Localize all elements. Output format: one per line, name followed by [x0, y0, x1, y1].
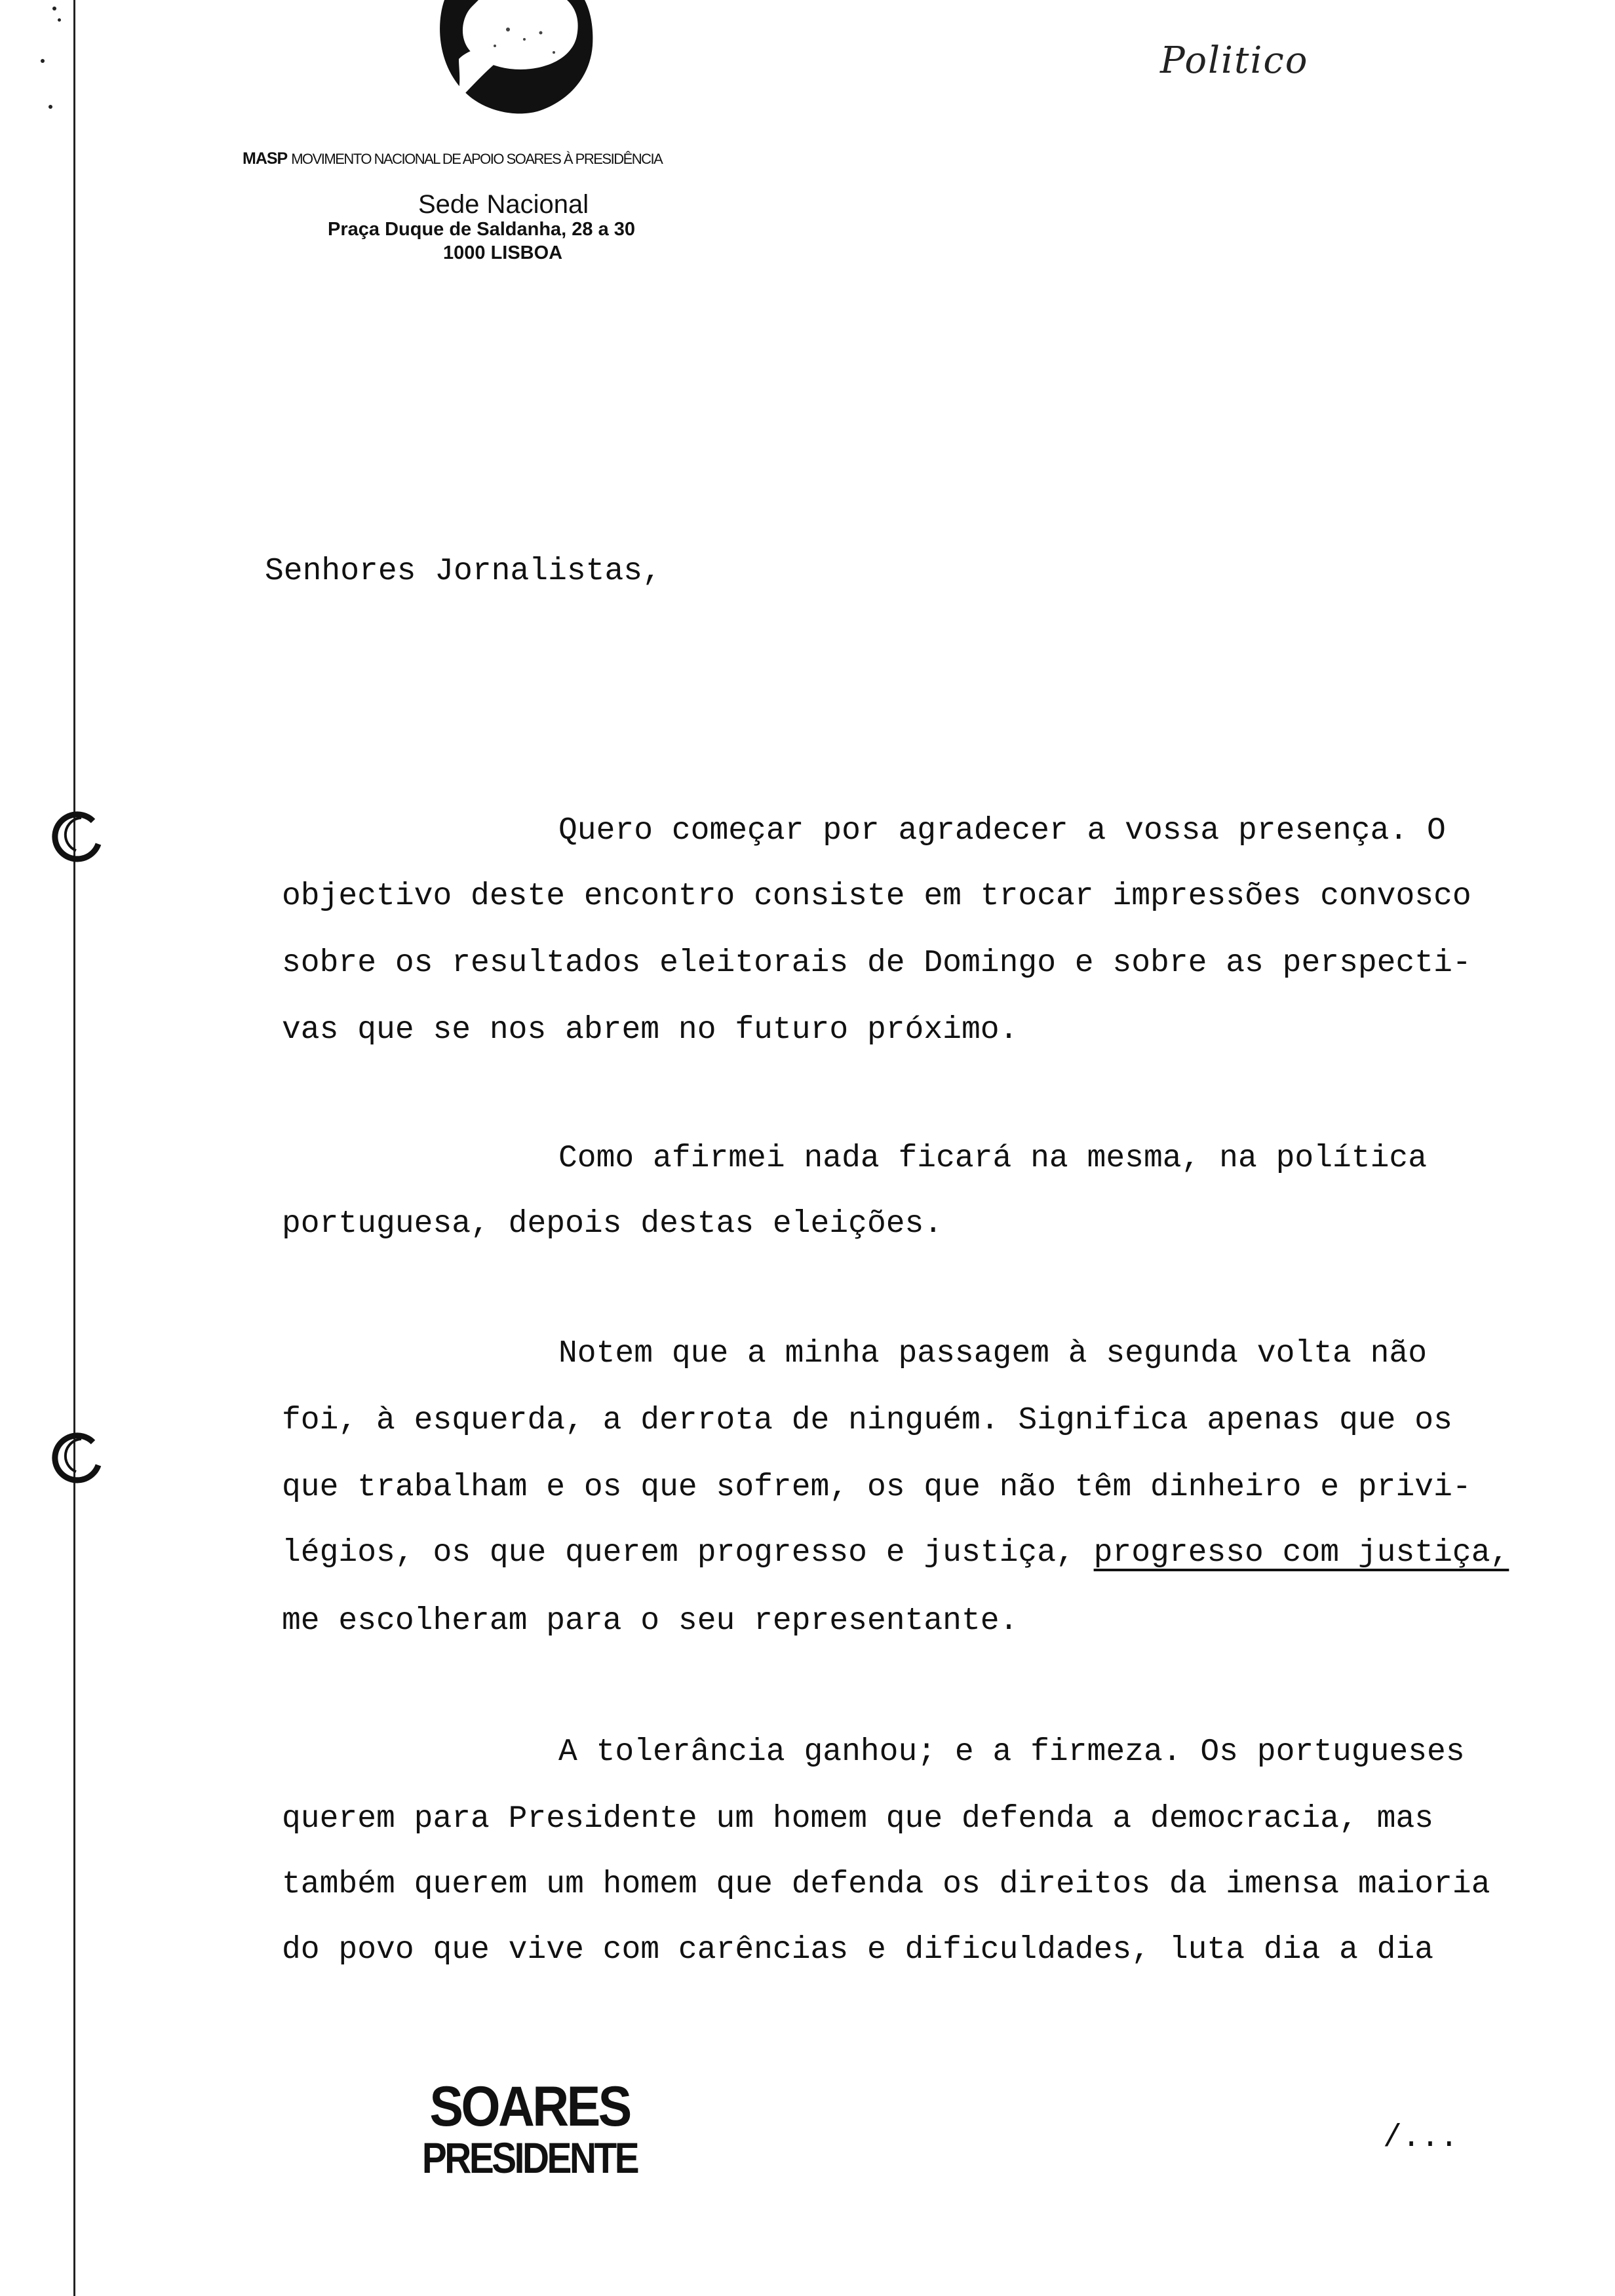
binding-margin-line	[73, 0, 75, 2296]
paragraph-line: me escolheram para o seu representante.	[282, 1603, 1019, 1639]
margin-speck	[49, 105, 52, 109]
paragraph-line: também querem um homem que defenda os direitos da imensa maioria	[282, 1867, 1490, 1902]
punch-hole-icon	[42, 1419, 114, 1491]
paragraph-line: Quero começar por agradecer a vossa presença. O	[558, 813, 1446, 849]
handwritten-note: Politico	[1160, 39, 1309, 82]
paragraph-line: A tolerância ganhou; e a firmeza. Os portugueses	[558, 1734, 1465, 1770]
paragraph-line: querem para Presidente um homem que defenda a democracia, mas	[282, 1801, 1434, 1837]
paragraph-line: sobre os resultados eleitorais de Domingo e sobre as perspecti-	[282, 946, 1471, 981]
letterhead-organization	[243, 149, 800, 168]
paragraph-line: foi, à esquerda, a derrota de ninguém. Significa apenas que os	[282, 1403, 1452, 1438]
salutation: Senhores Jornalistas,	[265, 554, 661, 589]
masp-logo-icon	[433, 0, 603, 124]
line-text: légios, os que querem progresso e justiça,	[282, 1535, 1094, 1571]
soares-presidente-logo	[392, 2075, 667, 2182]
paragraph-line: Como afirmei nada ficará na mesma, na política	[558, 1141, 1428, 1176]
paragraph-line: vas que se nos abrem no futuro próximo.	[282, 1012, 1019, 1048]
paragraph-line: portuguesa, depois destas eleições.	[282, 1206, 943, 1242]
paragraph-line: objectivo deste encontro consiste em trocar impressões convosco	[282, 879, 1471, 914]
margin-speck	[52, 7, 56, 10]
paragraph-line: que trabalham e os que sofrem, os que não têm dinheiro e privi-	[282, 1470, 1471, 1505]
logo-line-2: PRESIDENTE	[421, 2133, 638, 2182]
underlined-phrase: progresso com justiça,	[1093, 1535, 1509, 1571]
logo-line-1: SOARES	[429, 2075, 630, 2138]
address-line-1: Praça Duque de Saldanha, 28 a 30	[328, 219, 636, 240]
paragraph-line: Notem que a minha passagem à segunda volta não	[558, 1336, 1428, 1371]
margin-speck	[41, 59, 45, 63]
paragraph-line	[282, 1537, 1509, 1569]
margin-speck	[58, 18, 61, 22]
sede-title: Sede Nacional	[418, 190, 589, 219]
paragraph-line: do povo que vive com carências e dificuldades, luta dia a dia	[282, 1932, 1434, 1968]
org-full-name: MOVIMENTO NACIONAL DE APOIO SOARES À PRESIDÊNCIA	[291, 151, 663, 167]
address-line-2: 1000 LISBOA	[443, 242, 563, 263]
continuation-mark: /...	[1383, 2120, 1459, 2156]
org-abbreviation: MASP	[243, 149, 288, 168]
punch-hole-icon	[42, 798, 114, 870]
